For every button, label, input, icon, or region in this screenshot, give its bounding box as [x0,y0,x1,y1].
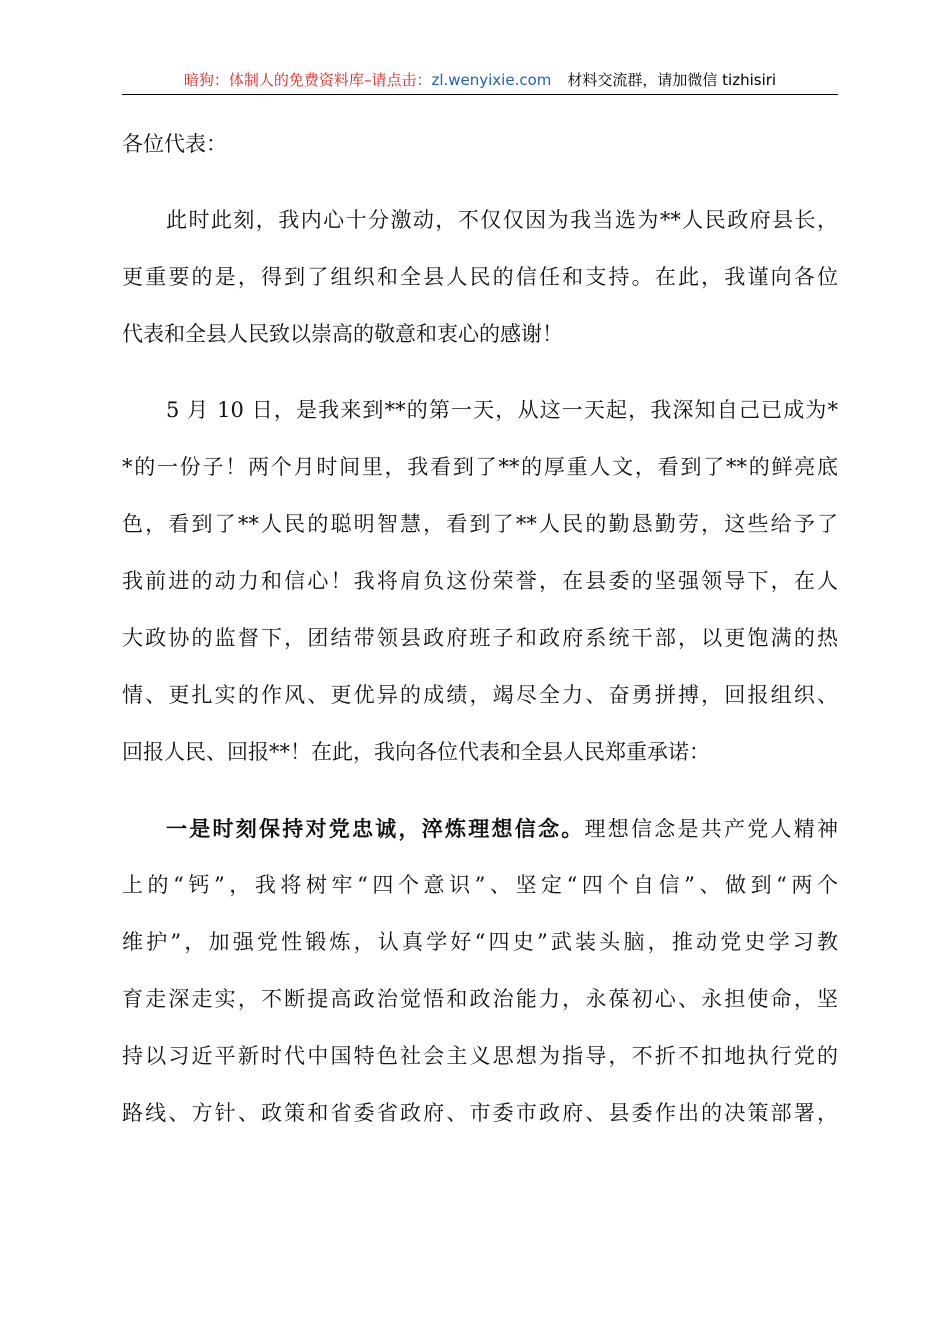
paragraph-line: 更重要的是，得到了组织和全县人民的信任和支持。在此，我谨向各位 [122,265,838,289]
commitment-heading: 一是时刻保持对党忠诚，淬炼理想信念。 [166,816,585,841]
document-body [122,116,838,1142]
paragraph-line-first [122,800,838,857]
paragraph-line: 回报人民、回报**！在此，我向各位代表和全县人民郑重承诺： [122,740,710,764]
paragraph-line: 育走深走实，不断提高政治觉悟和政治能力，永葆初心、永担使命，坚 [122,987,838,1011]
paragraph-line: 色，看到了**人民的聪明智慧，看到了**人民的勤恳勤劳，这些给予了 [122,512,838,536]
paragraph-3 [122,800,838,1142]
paragraph-line: 大政协的监督下，团结带领县政府班子和政府系统干部，以更饱满的热 [122,626,838,650]
paragraph-line: 我前进的动力和信心！我将肩负这份荣誉，在县委的坚强领导下，在人 [122,569,838,593]
paragraph-1 [122,192,838,363]
header-site-name: 暗狗：体制人的免费资料库 [183,71,364,89]
paragraph-line: 此时此刻，我内心十分激动，不仅仅因为我当选为**人民政府县长， [166,208,838,232]
header-click-prompt: –请点击： [363,71,432,89]
header-wechat-note: 材料交流群，请加微信 tizhisiri [567,71,777,89]
paragraph-line: 情、更扎实的作风、更优异的成绩，竭尽全力、奋勇拼搏，回报组织、 [122,683,838,707]
header-url-link[interactable]: zl.wenyixie.com [431,71,552,89]
salutation: 各位代表： [122,132,227,156]
paragraph-line: 路线、方针、政策和省委省政府、市委市政府、县委作出的决策部署， [122,1101,838,1125]
paragraph-line: 上的“钙”，我将树牢“四个意识”、坚定“四个自信”、做到“两个 [122,873,838,897]
paragraph-line: *的一份子！两个月时间里，我看到了**的厚重人文，看到了**的鲜亮底 [122,455,838,479]
paragraph-line: 5 月 10 日，是我来到**的第一天，从这一天起，我深知自己已成为* [166,398,838,422]
paragraph-line: 代表和全县人民致以崇高的敬意和衷心的感谢！ [122,322,563,346]
paragraph-2 [122,382,838,781]
paragraph-line-rest: 理想信念是共产党人精神 [584,817,838,841]
paragraph-line: 维护”，加强党性锻炼，认真学好“四史”武装头脑，推动党史学习教 [122,930,838,954]
paragraph-line: 持以习近平新时代中国特色社会主义思想为指导，不折不扣地执行党的 [122,1044,838,1068]
page-header [122,66,838,95]
